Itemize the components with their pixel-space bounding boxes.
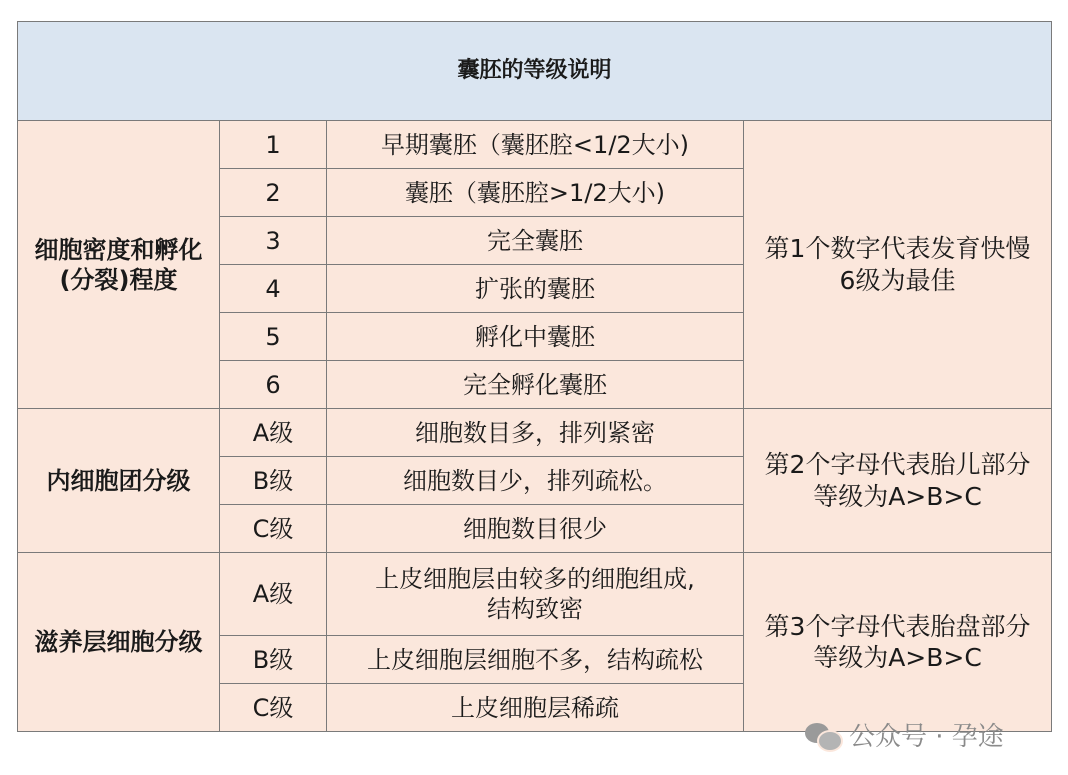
wechat-icon: [805, 720, 841, 750]
desc-cell: 上皮细胞层由较多的细胞组成, 结构致密: [327, 553, 744, 636]
desc-cell: 囊胚（囊胚腔>1/2大小): [327, 169, 744, 217]
desc-cell: 孵化中囊胚: [327, 313, 744, 361]
grade-cell: A级: [220, 553, 327, 636]
watermark: [805, 716, 1004, 753]
grade-cell: 6: [220, 361, 327, 409]
desc-cell: 细胞数目多，排列紧密: [327, 409, 744, 457]
table-row: [18, 553, 1052, 636]
table-row: [18, 409, 1052, 457]
desc-cell: 完全囊胚: [327, 217, 744, 265]
desc-cell: 上皮细胞层细胞不多，结构疏松: [327, 636, 744, 684]
grade-cell: 3: [220, 217, 327, 265]
desc-cell: 细胞数目很少: [327, 505, 744, 553]
grade-cell: B级: [220, 457, 327, 505]
desc-cell: 细胞数目少，排列疏松。: [327, 457, 744, 505]
watermark-text: 公众号 · 孕途: [849, 722, 1004, 752]
grade-cell: C级: [220, 505, 327, 553]
grade-cell: 4: [220, 265, 327, 313]
blastocyst-grade-table: [17, 21, 1052, 732]
note-cell: 第1个数字代表发育快慢 6级为最佳: [744, 121, 1052, 409]
category-cell: 滋养层细胞分级: [18, 553, 220, 732]
table-row: [18, 121, 1052, 169]
desc-cell: 完全孵化囊胚: [327, 361, 744, 409]
category-cell: 内细胞团分级: [18, 409, 220, 553]
grade-cell: B级: [220, 636, 327, 684]
table-title: 囊胚的等级说明: [18, 22, 1052, 121]
note-cell: 第2个字母代表胎儿部分 等级为A>B>C: [744, 409, 1052, 553]
desc-cell: 早期囊胚（囊胚腔<1/2大小): [327, 121, 744, 169]
grade-cell: 5: [220, 313, 327, 361]
grade-cell: A级: [220, 409, 327, 457]
desc-cell: 扩张的囊胚: [327, 265, 744, 313]
grade-cell: 1: [220, 121, 327, 169]
grade-cell: C级: [220, 684, 327, 732]
grade-cell: 2: [220, 169, 327, 217]
desc-cell: 上皮细胞层稀疏: [327, 684, 744, 732]
note-cell: 第3个字母代表胎盘部分 等级为A>B>C: [744, 553, 1052, 732]
category-cell: 细胞密度和孵化 (分裂)程度: [18, 121, 220, 409]
